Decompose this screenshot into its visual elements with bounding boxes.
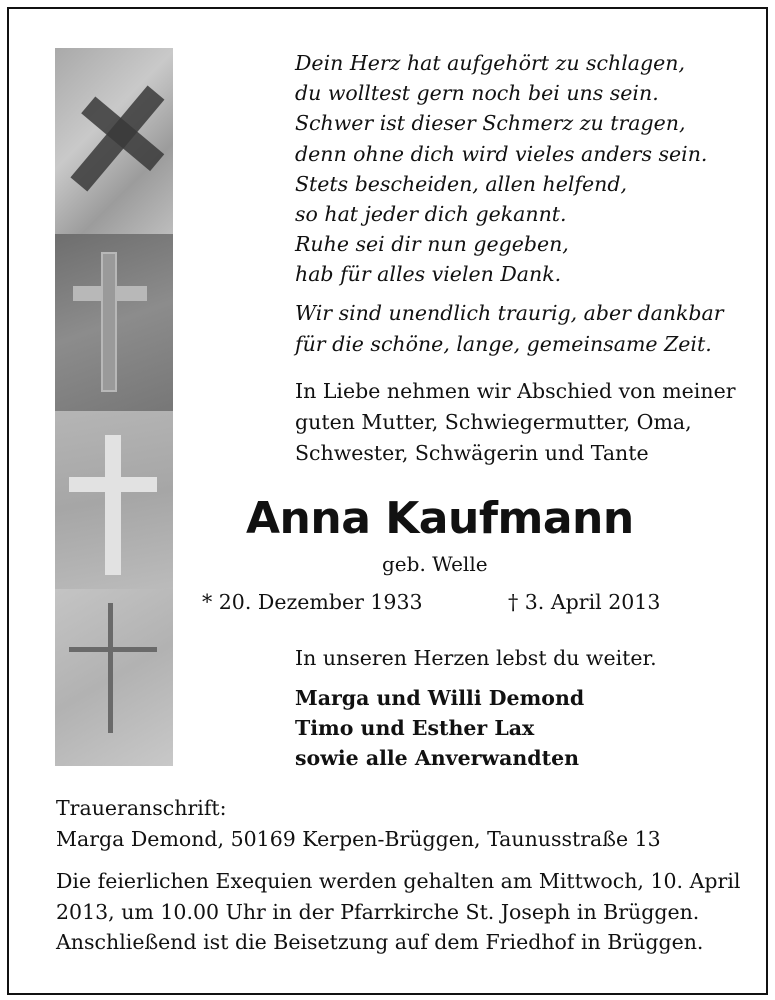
cross-panel-4 [55, 589, 173, 766]
cross-icon [55, 589, 173, 766]
poem-line: so hat jeder dich gekannt. [295, 202, 567, 227]
cross-icon [55, 48, 173, 234]
death-date: † 3. April 2013 [508, 590, 661, 614]
birth-date: * 20. Dezember 1933 [202, 590, 423, 614]
farewell-intro [295, 376, 735, 469]
mourner: sowie alle Anverwandten [295, 746, 580, 770]
cross-panel-1 [55, 48, 173, 234]
poem-closing-line: für die schöne, lange, gemeinsame Zeit. [295, 332, 712, 356]
maiden-name: geb. Welle [382, 552, 488, 576]
cross-icon [55, 411, 173, 589]
intro-line: In Liebe nehmen wir Abschied von meiner [295, 379, 736, 403]
poem-line: denn ohne dich wird vieles anders sein. [295, 141, 708, 166]
poem-closing [295, 298, 735, 360]
poem-line: du wolltest gern noch bei uns sein. [295, 81, 659, 106]
cross-photo-strip [55, 48, 173, 766]
intro-line: Schwester, Schwägerin und Tante [295, 441, 649, 465]
service-line: 2013, um 10.00 Uhr in der Pfarrkirche St. Joseph in Brüggen. [56, 899, 700, 924]
memory-line: In unseren Herzen lebst du weiter. [295, 646, 657, 670]
mourner: Timo und Esther Lax [295, 716, 535, 740]
poem-line: hab für alles vielen Dank. [295, 262, 562, 287]
mourners-list [295, 683, 584, 773]
poem-closing-line: Wir sind unendlich traurig, aber dankbar [295, 301, 724, 325]
service-line: Anschließend ist die Beisetzung auf dem Friedhof in Brüggen. [56, 930, 704, 954]
address-label: Traueranschrift: [56, 796, 227, 820]
poem [295, 48, 735, 290]
service-info [56, 866, 741, 958]
poem-line: Ruhe sei dir nun gegeben, [295, 232, 569, 257]
mourner: Marga und Willi Demond [295, 686, 585, 710]
address-value: Marga Demond, 50169 Kerpen-Brüggen, Taunusstraße 13 [56, 827, 661, 851]
cross-icon [55, 234, 173, 411]
intro-line: guten Mutter, Schwiegermutter, Oma, [295, 410, 692, 434]
deceased-name: Anna Kaufmann [246, 493, 634, 544]
poem-line: Stets bescheiden, allen helfend, [295, 171, 627, 196]
cross-panel-3 [55, 411, 173, 589]
service-line: Die feierlichen Exequien werden gehalten am Mittwoch, 10. April [56, 869, 741, 893]
poem-line: Dein Herz hat aufgehört zu schlagen, [295, 51, 685, 75]
cross-panel-2 [55, 234, 173, 411]
poem-line: Schwer ist dieser Schmerz zu tragen, [295, 111, 686, 136]
